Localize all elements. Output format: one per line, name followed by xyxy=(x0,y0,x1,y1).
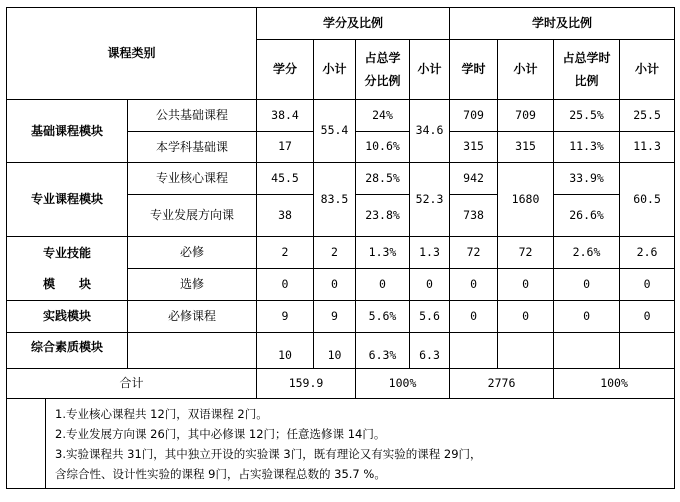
credit-ratio: 1.3% xyxy=(356,237,410,269)
total-label: 合计 xyxy=(7,369,257,399)
credit-ratio-subtotal: 6.3 xyxy=(410,333,450,369)
course-name: 必修 xyxy=(128,237,257,269)
hour-ratio: 11.3% xyxy=(554,132,620,163)
course-name: 专业核心课程 xyxy=(128,163,257,195)
credit-ratio: 23.8% xyxy=(356,195,410,237)
hours-value: 942 xyxy=(450,163,498,195)
table-row xyxy=(7,163,675,195)
credit-ratio-subtotal: 1.3 xyxy=(410,237,450,269)
table-row xyxy=(7,301,675,333)
note-line: 1.专业核心课程共 12门，双语课程 2门。 xyxy=(55,407,268,421)
credit-value: 38 xyxy=(257,195,314,237)
credit-ratio-subtotal-header: 小计 xyxy=(410,40,450,100)
table-row xyxy=(7,237,675,269)
credit-ratio: 6.3% xyxy=(356,333,410,369)
hour-ratio-subtotal-header: 小计 xyxy=(620,40,675,100)
note-line: 含综合性、设计性实验的课程 9门，占实验课程总数的 35.7 %。 xyxy=(55,467,386,481)
credit-ratio-subtotal: 0 xyxy=(410,269,450,301)
course-structure-table xyxy=(6,7,675,489)
credit-group-header: 学分及比例 xyxy=(257,8,450,40)
credit-value: 17 xyxy=(257,132,314,163)
course-name: 公共基础课程 xyxy=(128,100,257,132)
hour-ratio: 26.6% xyxy=(554,195,620,237)
hour-ratio-subtotal: 25.5 xyxy=(620,100,675,132)
credit-subtotal: 2 xyxy=(314,237,356,269)
hours-value: 0 xyxy=(450,269,498,301)
hour-ratio: 33.9% xyxy=(554,163,620,195)
hour-ratio: 2.6% xyxy=(554,237,620,269)
hour-ratio-subtotal: 0 xyxy=(620,301,675,333)
module-quality-name: 综合素质模块 xyxy=(7,333,128,369)
hours-header: 学时 xyxy=(450,40,498,100)
course-type-header: 课程类别 xyxy=(7,8,257,100)
hours-subtotal: 709 xyxy=(498,100,554,132)
hours-value: 0 xyxy=(450,301,498,333)
total-credits: 159.9 xyxy=(257,369,356,399)
credit-value: 38.4 xyxy=(257,100,314,132)
credit-value: 9 xyxy=(257,301,314,333)
credit-ratio-subtotal: 52.3 xyxy=(410,163,450,237)
credit-ratio: 24% xyxy=(356,100,410,132)
credit-subtotal: 0 xyxy=(314,269,356,301)
table-row xyxy=(7,100,675,132)
total-credit-ratio: 100% xyxy=(356,369,450,399)
hours-value: 709 xyxy=(450,100,498,132)
module-major-name: 专业课程模块 xyxy=(7,163,128,237)
hours-subtotal-header: 小计 xyxy=(498,40,554,100)
credit-subtotal: 9 xyxy=(314,301,356,333)
notes-row xyxy=(7,399,675,489)
course-name: 本学科基础课 xyxy=(128,132,257,163)
hours-subtotal: 1680 xyxy=(498,163,554,237)
hour-ratio-subtotal: 2.6 xyxy=(620,237,675,269)
hour-ratio: 25.5% xyxy=(554,100,620,132)
credit-value: 2 xyxy=(257,237,314,269)
hour-ratio: 0 xyxy=(554,301,620,333)
module-basic-name: 基础课程模块 xyxy=(7,100,128,163)
hour-ratio-empty xyxy=(554,333,620,369)
module-skill-name: 专业技能 模 块 xyxy=(7,237,128,301)
hours-value: 72 xyxy=(450,237,498,269)
credit-subtotal-header: 小计 xyxy=(314,40,356,100)
credit-ratio: 5.6% xyxy=(356,301,410,333)
header-row-1 xyxy=(7,8,675,40)
total-row xyxy=(7,369,675,399)
hours-value: 738 xyxy=(450,195,498,237)
module-practice-name: 实践模块 xyxy=(7,301,128,333)
credit-value: 10 xyxy=(257,333,314,369)
course-name-empty xyxy=(128,333,257,369)
note-line: 2.专业发展方向课 26门，其中必修课 12门；任意选修课 14门。 xyxy=(55,427,386,441)
hours-value-empty xyxy=(450,333,498,369)
hours-value: 315 xyxy=(450,132,498,163)
table-row xyxy=(7,333,675,369)
course-name: 必修课程 xyxy=(128,301,257,333)
credit-value: 0 xyxy=(257,269,314,301)
hour-ratio-header: 占总学时 比例 xyxy=(554,40,620,100)
notes-cell xyxy=(7,399,675,489)
hours-subtotal: 0 xyxy=(498,301,554,333)
hours-subtotal: 0 xyxy=(498,269,554,301)
hours-subtotal-empty xyxy=(498,333,554,369)
hour-ratio: 0 xyxy=(554,269,620,301)
hours-subtotal: 72 xyxy=(498,237,554,269)
credit-ratio: 0 xyxy=(356,269,410,301)
credit-subtotal: 10 xyxy=(314,333,356,369)
hour-group-header: 学时及比例 xyxy=(450,8,675,40)
hour-ratio-subtotal: 11.3 xyxy=(620,132,675,163)
total-hour-ratio: 100% xyxy=(554,369,675,399)
credit-value: 45.5 xyxy=(257,163,314,195)
note-line: 3.实验课程共 31门，其中独立开设的实验课 3门，既有理论又有实验的课程 29门， xyxy=(55,447,482,461)
hour-ratio-subtotal: 0 xyxy=(620,269,675,301)
total-hours: 2776 xyxy=(450,369,554,399)
course-name: 专业发展方向课 xyxy=(128,195,257,237)
credit-header: 学分 xyxy=(257,40,314,100)
notes-block xyxy=(45,399,674,488)
credit-ratio: 10.6% xyxy=(356,132,410,163)
course-name: 选修 xyxy=(128,269,257,301)
credit-ratio-header: 占总学 分比例 xyxy=(356,40,410,100)
hours-subtotal: 315 xyxy=(498,132,554,163)
credit-ratio-subtotal: 5.6 xyxy=(410,301,450,333)
credit-subtotal: 55.4 xyxy=(314,100,356,163)
credit-ratio-subtotal: 34.6 xyxy=(410,100,450,163)
credit-ratio: 28.5% xyxy=(356,163,410,195)
hour-ratio-subtotal: 60.5 xyxy=(620,163,675,237)
credit-subtotal: 83.5 xyxy=(314,163,356,237)
hour-ratio-subtotal-empty xyxy=(620,333,675,369)
